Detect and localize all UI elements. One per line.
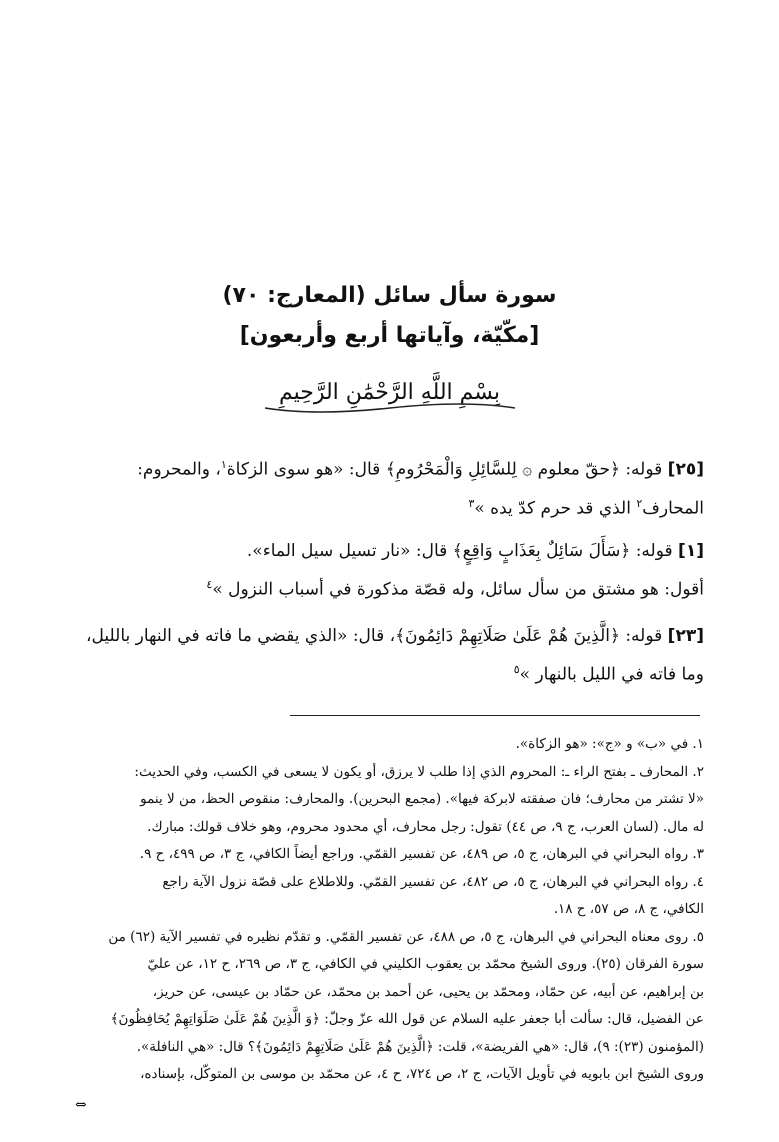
basmala-text: بِسْمِ اللَّهِ الرَّحْمَٰنِ الرَّحِيمِ [278,380,501,405]
footnote-5-cont: بن إبراهيم، عن أبيه، عن حمّاد، ومحمّد بن يحيى، عن أحمد بن محمّد، عن حمّاد بن عيسى، عن حريز، [152,983,704,1000]
surah-title: سورة سأل سائل (المعارج: ٧٠) [222,283,557,308]
surah-subtitle: [مكّيّة، وآياتها أربع وأربعون] [239,323,540,348]
footnote-3: ٣. رواه البحراني في البرهان، ج ٥، ص ٤٨٩، عن تفسير القمّي. وراجع أيضاً الكافي، ج ٣، ص ٤٩٩، ح ٩. [139,846,704,862]
footnote-2: ٢. المحارف ـ بفتح الراء ـ: المحروم الذي إذا طلب لا يرزق، أو يكون لا يسعى في الكسب، وفي الحديث: [134,763,704,780]
paragraph-23 [74,619,704,692]
footnote-5-cont: سورة الفرقان (٢٥). وروى الشيخ محمّد بن يعقوب الكليني في الكافي، ج ٣، ص ٢٦٩، ح ١٢، عن عليّ [147,956,704,972]
paragraph-25 [74,448,704,525]
footnote-2-cont: «لا تشتر من محارف؛ فان صفقته لابركة فيها». (مجمع البحرين). والمحارف: منقوص الحظ، من لا ينمو [140,791,704,807]
paragraph-23-line-1: [٢٣] قوله: ﴿الَّذِينَ هُمْ عَلَىٰ صَلَاتِهِمْ دَائِمُونَ﴾، قال: «الذي يقضي ما فاته في النهار بالليل، [86,626,704,646]
footnote-5: ٥. روى معناه البحراني في البرهان، ج ٥، ص ٤٨٨، عن تفسير القمّي. و تقدّم نظيره في تفسير الآية (٦٢) من [108,928,704,945]
basmala-ornament [255,386,525,416]
footnote-5-cont: وروى الشيخ ابن بابويه في تأويل الآيات، ج ٢، ص ٧٢٤، ح ٤، عن محمّد بن موسى بن المتوكّل، بإسناده، [140,1066,704,1082]
verse-number: [٢٣] [667,626,704,646]
footnote-ref: ٢ [636,496,643,510]
footnote-ref: ٤ [206,578,213,591]
footnote-ref: ١ [220,458,227,471]
footnote-ref: ٥ [513,663,520,676]
paragraph-1-line-2: أقول: هو مشتق من سأل سائل، وله قصّة مذكورة في أسباب النزول »$^٤$ [206,578,704,600]
paragraph-1 [74,534,704,607]
paragraph-25-line-1: [٢٥] قوله: ﴿حقّ معلوم ۞ لِلسَّائِلِ وَالْمَحْرُومِ﴾ قال: «هو سوى الزكاة$^١$، والمحروم: [137,458,704,480]
footnote-divider [290,715,700,716]
footnotes [74,731,704,1089]
footnote-ref: ٣ [468,496,475,510]
footnote-1: ١. في «ب» و «ج»: «هو الزكاة». [515,736,704,752]
basmala [0,380,779,405]
continuation-mark-icon: ⇔ [75,1097,87,1113]
paragraph-23-line-2: وما فاته في الليل بالنهار »$^٥$ [513,663,704,685]
verse-number: [١] [678,541,704,561]
footnote-4: ٤. رواه البحراني في البرهان، ج ٥، ص ٤٨٢، عن تفسير القمّي. وللاطلاع على قصّة نزول الآية راجع [162,873,704,890]
footnote-4-cont: الكافي، ج ٨، ص ٥٧، ح ١٨. [553,901,704,917]
footnote-2-cont: له مال. (لسان العرب، ج ٩، ص ٤٤) تقول: رجل محارف، أي محدود محروم، وهو خلاف قولك: مبارك. [147,818,704,835]
verse-number: [٢٥] [667,459,704,480]
paragraph-25-line-2: المحارف$^٢$ الذي قد حرم كدّ يده »$^٣$ [468,496,704,519]
footnote-5-cont: (المؤمنون (٢٣): ٩)، قال: «هي الفريضة»، قلت: ﴿الَّذِينَ هُمْ عَلَىٰ صَلَاتِهِمْ دَائِمُونَ﴾؟ قال: «هي النافلة». [136,1038,704,1055]
paragraph-1-line-1: [١] قوله: ﴿سَأَلَ سَائِلٌ بِعَذَابٍ وَاقِعٍ﴾ قال: «نار تسيل سيل الماء». [246,541,704,561]
footnote-5-cont: عن الفضيل، قال: سألت أبا جعفر عليه السلام عن قول الله عزّ وجلّ: ﴿وَ الَّذِينَ هُمْ عَلَىٰ صَلَوَاتِهِمْ يُحَافِظُونَ﴾ [110,1011,704,1027]
